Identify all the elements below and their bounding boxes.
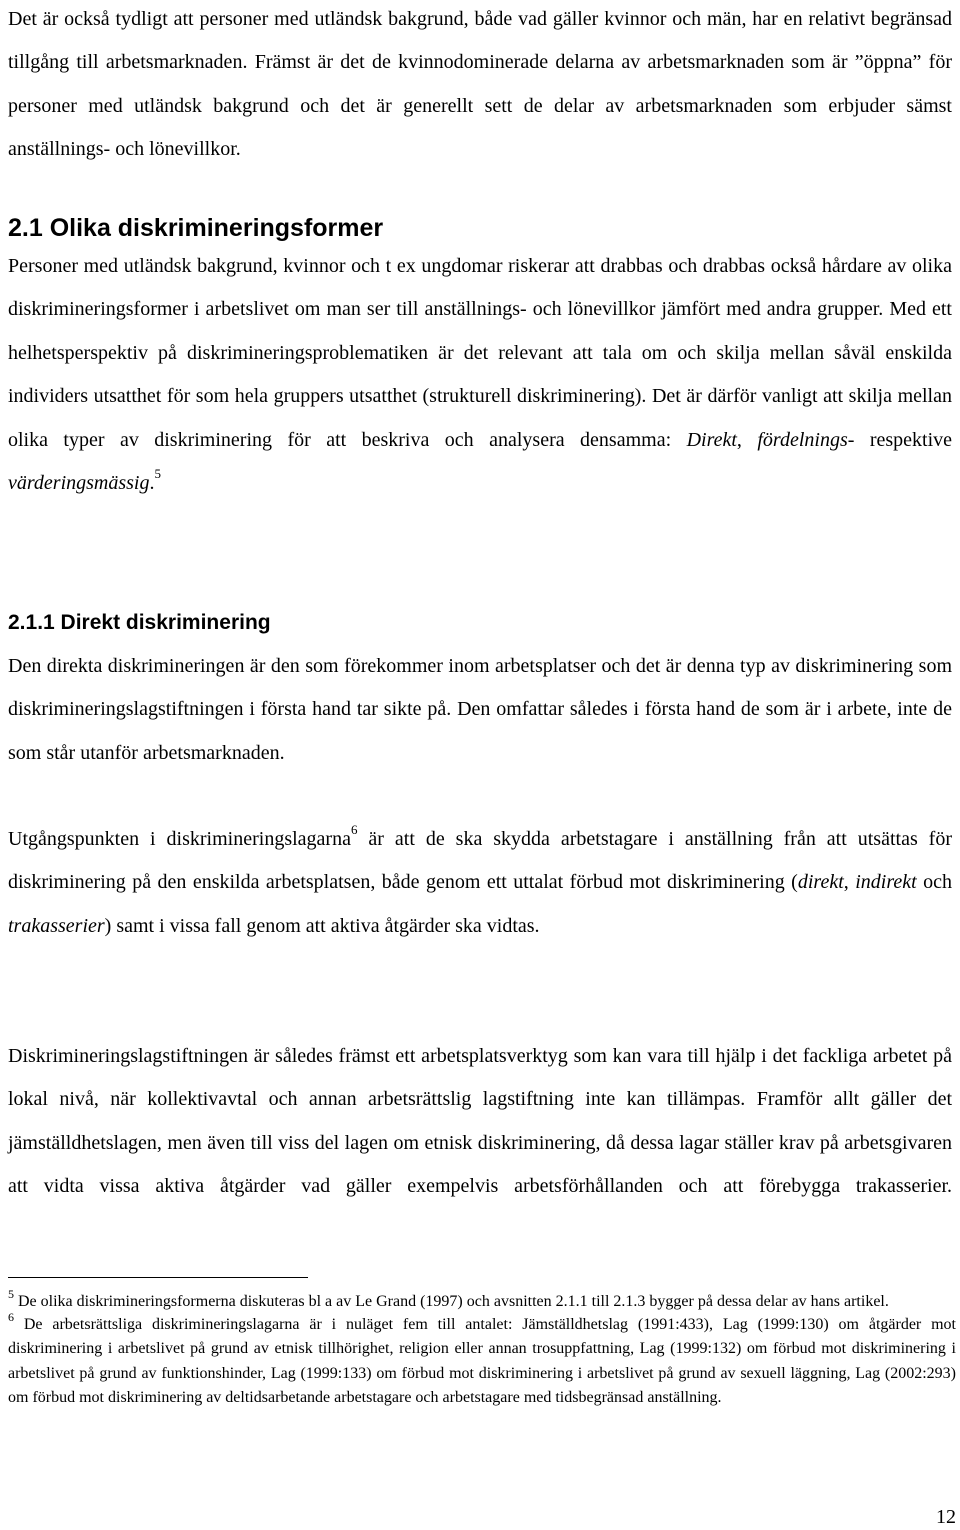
footnote-text: De arbetsrättsliga diskrimineringslagarna är i nuläget fem till antalet: Jämställdhetslag (1991:433), Lag (1999:130) om åtgärder mot diskriminering i arbetslivet på grund av etnisk tillhörighet, religion eller annan trosuppfattning, Lag (1999:132) om förbud mot diskriminering i arbetslivet på grund av funktionshinder, Lag (1999:133) om förbud mot diskriminering i arbetslivet på grund av sexuell läggning, Lag (2002:293) om förbud mot diskriminering av deltidsarbetande arbetstagare och arbetstagare med tidsbegränsad anställning. bbox=[8, 1316, 956, 1406]
italic-term-varderingsmassig: värderingsmässig bbox=[8, 472, 150, 495]
footnote-6 bbox=[8, 1309, 956, 1410]
footnote-number: 5 bbox=[8, 1286, 14, 1301]
italic-term-trakasserier: trakasserier bbox=[8, 914, 105, 937]
section-heading-2-1-1: 2.1.1 Direkt diskriminering bbox=[8, 611, 271, 634]
section-2-1-1-paragraph-1: Den direkta diskrimineringen är den som förekommer inom arbetsplatser och det är denna typ av diskriminering som diskrimineringslagstiftningen i första hand tar sikte på. Den omfattar således i första hand de som är i arbete, inte de som står utanför arbetsmarknaden. bbox=[8, 655, 952, 764]
paragraph-text: Utgångspunkten i diskrimineringslagarna bbox=[8, 828, 351, 850]
italic-term-indirekt: indirekt bbox=[855, 871, 917, 894]
footnote-separator bbox=[8, 1277, 308, 1278]
section-2-1-1-paragraph-2 bbox=[8, 818, 952, 948]
intro-paragraph: Det är också tydligt att personer med utländsk bakgrund, både vad gäller kvinnor och män, har en relativt begränsad tillgång till arbetsmarknaden. Främst är det de kvinnodominerade delarna av arbetsmarknaden som är ”öppna” för personer med utländsk bakgrund och det är generellt sett de delar av arbetsmarknaden som erbjuder sämst anställnings- och lönevillkor. bbox=[8, 8, 952, 161]
paragraph-text: är att de ska skydda arbetstagare i anställning från att utsättas för diskriminering på den enskilda arbetsplatsen, både genom ett uttalat förbud mot diskriminering ( bbox=[8, 828, 952, 894]
page-number: 12 bbox=[936, 1506, 956, 1528]
section-2-1-paragraph bbox=[8, 245, 952, 505]
separator: , bbox=[843, 871, 856, 894]
separator: respektive bbox=[854, 428, 953, 451]
separator: , bbox=[736, 428, 758, 451]
section-heading-2-1: 2.1 Olika diskrimineringsformer bbox=[8, 214, 384, 242]
italic-term-direkt: direkt bbox=[797, 871, 844, 894]
section-2-1-text: Personer med utländsk bakgrund, kvinnor och t ex ungdomar riskerar att drabbas och drabbas också hårdare av olika diskrimineringsformer i arbetslivet om man ser till anställnings- och lönevillkor jämfört med andra grupper. Med ett helhetsperspektiv på diskrimineringsproblematiken är det relevant att tala om och skilja mellan såväl enskilda individers utsatthet för som hela gruppers utsatthet (strukturell diskriminering). Det är därför vanligt att skilja mellan olika typer av diskriminering för att beskriva och analysera densamma: bbox=[8, 255, 952, 451]
sentence-end: . bbox=[149, 472, 155, 495]
footnote-ref-5[interactable]: 5 bbox=[154, 466, 161, 482]
italic-term-fordelnings: fördelnings- bbox=[757, 428, 855, 451]
footnote-text: De olika diskrimineringsformerna diskuteras bl a av Le Grand (1997) och avsnitten 2.1.1 till 2.1.3 bygger på dessa delar av hans artikel. bbox=[14, 1293, 889, 1310]
footnote-ref-6[interactable]: 6 bbox=[350, 822, 358, 838]
footnotes bbox=[8, 1286, 956, 1410]
paragraph-text: ) samt i vissa fall genom att aktiva åtgärder ska vidtas. bbox=[104, 914, 540, 937]
section-2-1-1-paragraph-3: Diskrimineringslagstiftningen är således främst ett arbetsplatsverktyg som kan vara till hjälp i det fackliga arbetet på lokal nivå, när kollektivavtal och annan arbetsrättslig lagstiftning inte kan tillämpas. Framför allt gäller det jämställdhetslagen, men även till viss del lagen om etnisk diskriminering, då dessa lagar ställer krav på arbetsgivaren att vidta vissa aktiva åtgärder vad gäller exempelvis arbetsförhållanden och att förebygga trakasserier. bbox=[8, 1045, 952, 1198]
footnote-5 bbox=[8, 1286, 956, 1314]
separator: och bbox=[916, 871, 952, 894]
italic-term-direkt: Direkt bbox=[686, 428, 737, 451]
footnote-number: 6 bbox=[8, 1309, 14, 1324]
